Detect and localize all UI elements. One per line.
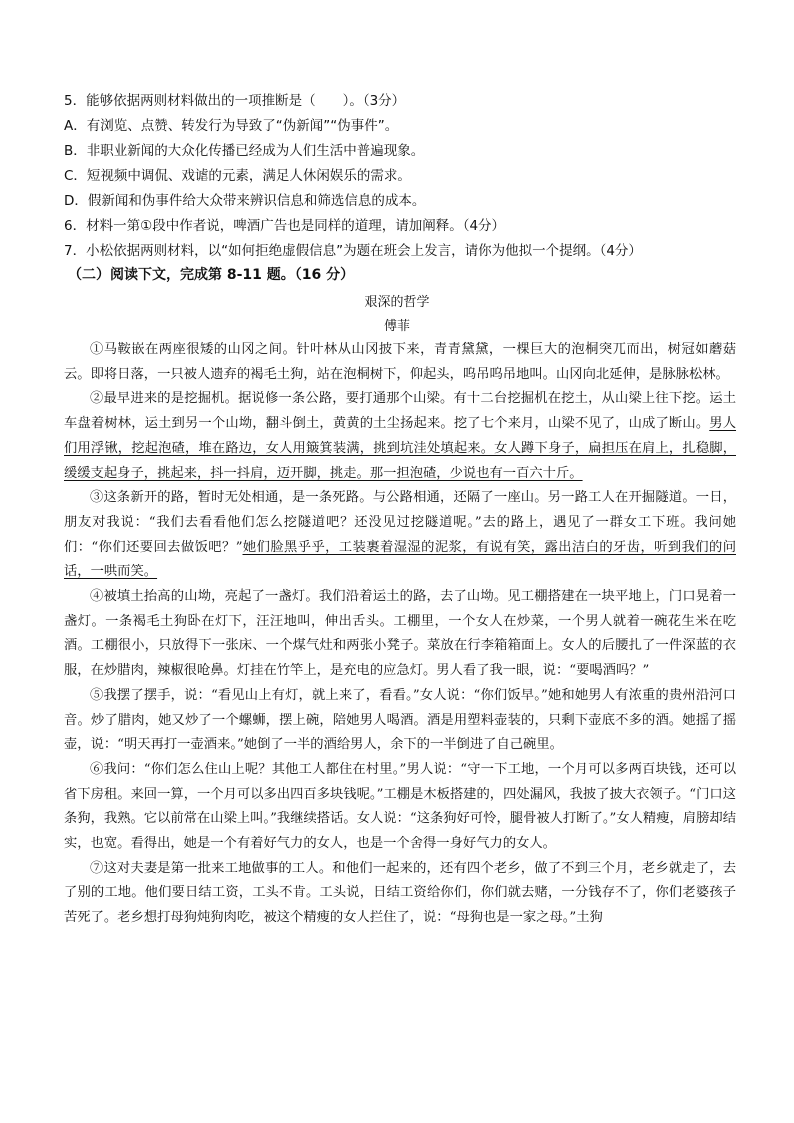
article-author: 傅菲 xyxy=(383,319,410,334)
paragraph-3 xyxy=(64,486,736,585)
option-b: B．非职业新闻的大众化传播已经成为人们生活中普遍现象。 xyxy=(64,143,425,159)
underlined-sentence-2: 她们脸黑乎乎，工装裹着湿湿的泥浆，有说有笑，露出洁白的牙齿，听到我们的问话，一哄而笑。 xyxy=(64,539,736,580)
underlined-sentence-1: 男人们用浮锹，挖起泡碴，堆在路边，女人用簸箕装满，挑到坑洼处填起来。女人蹲下身子，扁担压在肩上，扎稳脚，缓缓支起身子，挑起来，抖一抖肩，迈开脚，挑走。那一担泡碴，少说也有一百六十斤。 xyxy=(64,416,737,481)
question-7: 7．小松依据两则材料，以“如何拒绝虚假信息”为题在班会上发言，请你为他拟一个提纲。（4分） xyxy=(64,243,642,259)
article-title: 艰深的哲学 xyxy=(364,295,430,310)
option-d: D．假新闻和伪事件给大众带来辨识信息和筛选信息的成本。 xyxy=(64,193,426,209)
paragraph-7: ⑦这对夫妻是第一批来工地做事的工人。和他们一起来的，还有四个老乡，做了不到三个月，老乡就走了，去了别的工地。他们要日结工资，工头不肯。工头说，日结工资给你们，你们就去赌，一分钱存不了，你们老婆孩子苦死了。老乡想打母狗炖狗肉吃，被这个精瘦的女人拦住了，说：“母狗也是一家之母。”土狗 xyxy=(64,860,736,926)
paragraph-2 xyxy=(64,387,736,486)
paragraph-2-text: ②最早进来的是挖掘机。据说修一条公路，要打通那个山梁。有十二台挖掘机在挖土，从山梁上往下挖。运土车盘着树林，运土到另一个山坳，翻斗倒土，黄黄的土尘扬起来。挖了七个来月，山梁不见了，山成了断山。 xyxy=(64,391,736,432)
article-body xyxy=(64,338,736,931)
option-a: A．有浏览、点赞、转发行为导致了“伪新闻”“伪事件”。 xyxy=(64,118,399,134)
paragraph-1: ①马鞍嵌在两座很矮的山冈之间。针叶林从山冈披下来，青青黛黛，一棵巨大的泡桐突兀而出，树冠如蘑菇云。即将日落，一只被人遗弃的褐毛土狗，站在泡桐树下，仰起头，呜吊呜吊地叫。山冈向北延伸，是脉脉松林。 xyxy=(64,342,736,382)
paragraph-6: ⑥我问：“你们怎么住山上呢？其他工人都住在村里。”男人说：“守一下工地，一个月可以多两百块钱，还可以省下房租。来回一算，一个月可以多出四百多块钱呢。”工棚是木板搭建的，四处漏风，我披了披大衣领子。“门口这条狗，我熟。它以前常在山梁上叫。”我继续搭话。女人说：“这条狗好可怜，腿骨被人打断了。”女人精瘦，肩膀却结实，也宽。看得出，她是一个有着好气力的女人，也是一个舍得一身好气力的女人。 xyxy=(64,761,736,852)
question-5: 5．能够依据两则材料做出的一项推断是（ ）。（3分） xyxy=(64,93,406,109)
paragraph-5: ⑤我摆了摆手，说：“看见山上有灯，就上来了，看看。”女人说：“你们饭早。”她和她男人有浓重的贵州沿河口音。炒了腊肉，她又炒了一个螺蛳，摆上碗，陪她男人喝酒。酒是用塑料壶装的，只剩下壶底不多的酒。她摇了摇壶，说：“明天再打一壶酒来。”她倒了一半的酒给男人，余下的一半倒进了自己碗里。 xyxy=(64,687,736,753)
paragraph-4: ④被填土抬高的山坳，亮起了一盏灯。我们沿着运土的路，去了山坳。见工棚搭建在一块平地上，门口晃着一盏灯。一条褐毛土狗卧在灯下，汪汪地叫，伸出舌头。工棚里，一个女人在炒菜，一个男人就着一碗花生米在吃酒。工棚很小，只放得下一张床、一个煤气灶和两张小凳子。菜放在行李箱箱面上。女人的后腰扎了一件深蓝的衣服，在炒腊肉，辣椒很呛鼻。灯挂在竹竿上，是充电的应急灯。男人看了我一眼，说：“要喝酒吗？” xyxy=(64,589,736,679)
paragraph-3-text: ③这条新开的路，暂时无处相通，是一条死路。与公路相通，还隔了一座山。另一路工人在开掘隧道。一日，朋友对我说：“我们去看看他们怎么挖隧道吧？还没见过挖隧道呢。”去的路上，遇见了一群女工下班。我问她们：“你们还要回去做饭吧？” xyxy=(64,490,736,555)
question-6: 6．材料一第①段中作者说，啤酒广告也是同样的道理，请加阐释。（4分） xyxy=(64,218,506,234)
option-c: C．短视频中调侃、戏谑的元素，满足人休闲娱乐的需求。 xyxy=(64,168,411,184)
section-heading: （二）阅读下文，完成第 8-11 题。（16 分） xyxy=(68,267,355,283)
